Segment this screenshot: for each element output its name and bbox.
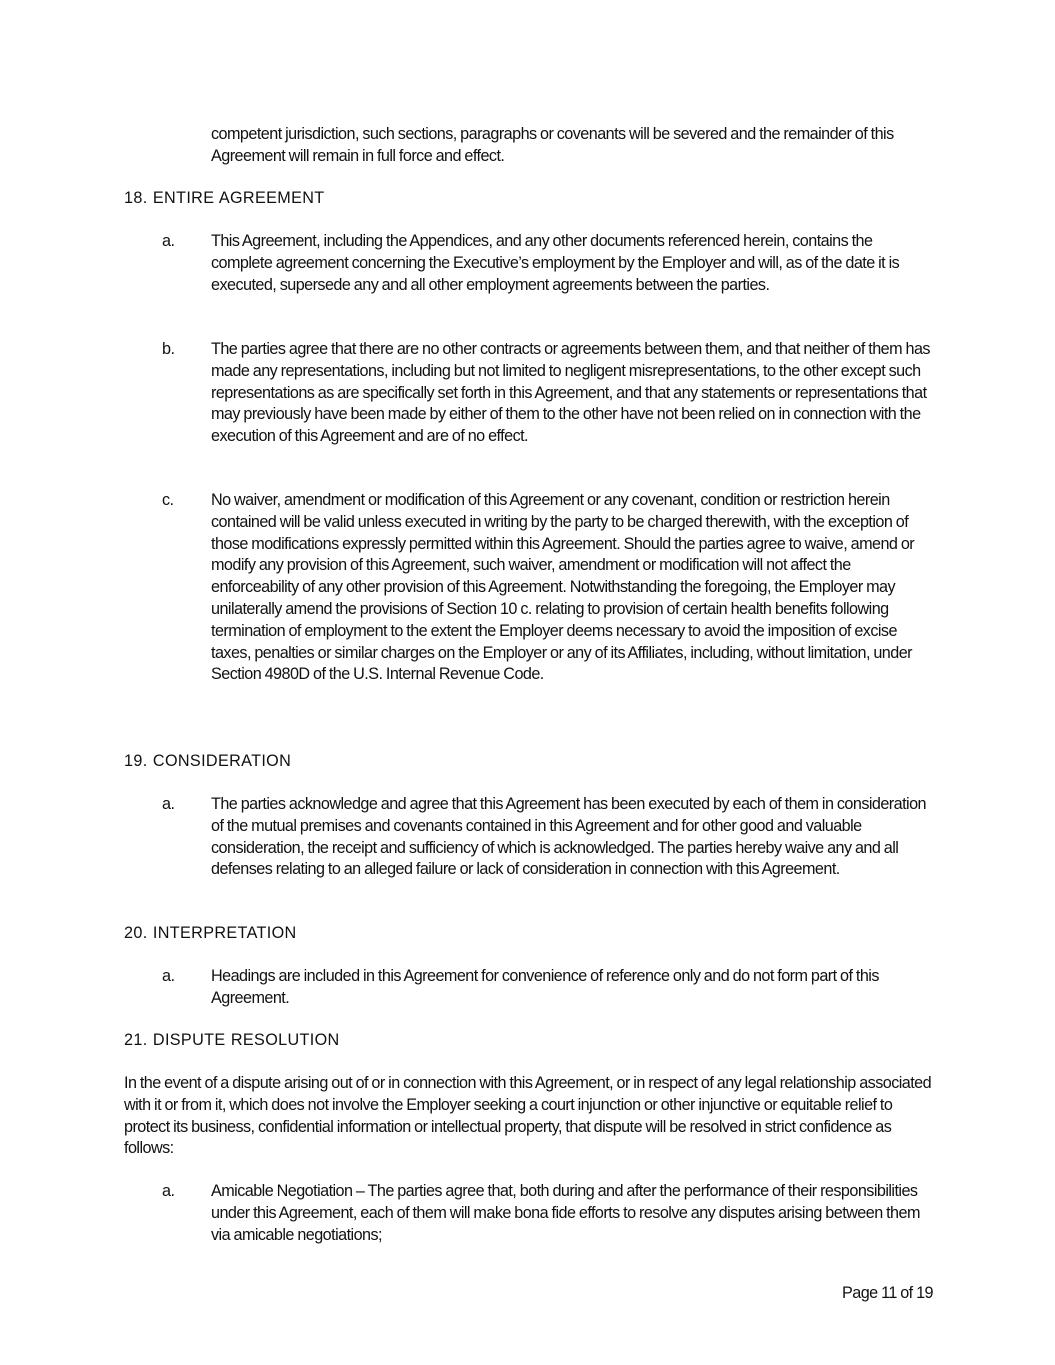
list-item-text: This Agreement, including the Appendices, and any other documents referenced herein, contains the complete agreement concerning the Executive’s employment by the Employer and will, as of the date it is executed, supersede any and all other employment agreements between the parties. — [211, 232, 900, 294]
list-item-text: Headings are included in this Agreement for convenience of reference only and do not form part of this Agreement. — [211, 967, 879, 1007]
list-marker: c. — [162, 491, 174, 509]
section-heading-interpretation: 20. INTERPRETATION — [124, 924, 297, 942]
list-marker: a. — [162, 967, 175, 985]
section-heading-dispute-resolution: 21. DISPUTE RESOLUTION — [124, 1031, 340, 1049]
section-heading-consideration: 19. CONSIDERATION — [124, 752, 292, 770]
list-item-text: The parties acknowledge and agree that this Agreement has been executed by each of them in consideration of the mutual premises and covenants contained in this Agreement and for other good and valuable consideration, the receipt and sufficiency of which is acknowledged. The parties hereby waive any and all defenses relating to an alleged failure or lack of consideration in connection with this Agreement. — [211, 795, 927, 879]
list-marker: b. — [162, 340, 175, 358]
dispute-intro-paragraph: In the event of a dispute arising out of or in connection with this Agreement, or in respect of any legal relationship associated with it or from it, which does not involve the Employer seeking a court injunction or other injunctive or equitable relief to protect its business, confidential information or intellectual property, that dispute will be resolved in strict confidence as follows: — [124, 1074, 932, 1158]
page-number: Page 11 of 19 — [842, 1284, 933, 1302]
list-item-text: Amicable Negotiation – The parties agree that, both during and after the performance of their responsibilities under this Agreement, each of them will make bona fide efforts to resolve any disputes arising between them via amicable negotiations; — [211, 1182, 920, 1244]
list-item-text: The parties agree that there are no other contracts or agreements between them, and that neither of them has made any representations, including but not limited to negligent misrepresentations, to the other except such representations as are specifically set forth in this Agreement, and that any statements or representations that may previously have been made by either of them to the other have not been relied on in connection with the execution of this Agreement and are of no effect. — [211, 340, 930, 446]
section-heading-entire-agreement: 18. ENTIRE AGREEMENT — [124, 189, 325, 207]
continuation-paragraph: competent jurisdiction, such sections, paragraphs or covenants will be severed and the remainder of this Agreement will remain in full force and effect. — [211, 125, 894, 165]
list-marker: a. — [162, 1182, 175, 1200]
list-marker: a. — [162, 232, 175, 250]
list-item-text: No waiver, amendment or modification of this Agreement or any covenant, condition or restriction herein contained will be valid unless executed in writing by the party to be charged therewith, with the exception of those modifications expressly permitted within this Agreement. Should the parties agree to waive, amend or modify any provision of this Agreement, such waiver, amendment or modification will not affect the enforceability of any other provision of this Agreement. Notwithstanding the foregoing, the Employer may unilaterally amend the provisions of Section 10 c. relating to provision of certain health benefits following termination of employment to the extent the Employer deems necessary to avoid the imposition of excise taxes, penalties or similar charges on the Employer or any of its Affiliates, including, without limitation, under Section 4980D of the U.S. Internal Revenue Code. — [211, 491, 915, 684]
list-marker: a. — [162, 795, 175, 813]
